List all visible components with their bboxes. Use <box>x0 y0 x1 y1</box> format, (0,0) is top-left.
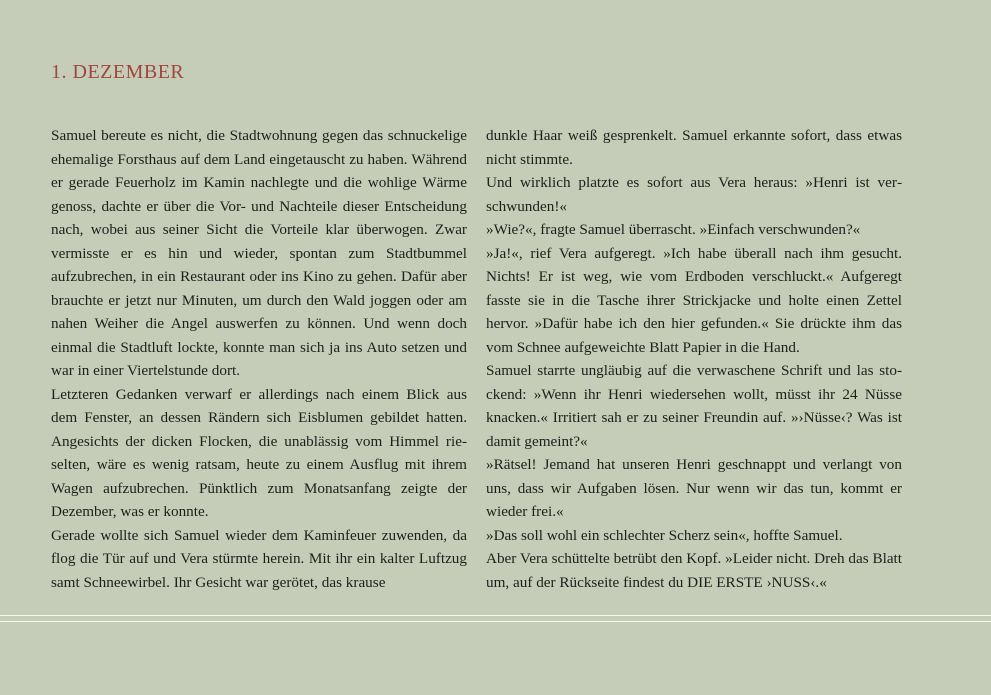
paragraph: »Ja!«, rief Vera aufgeregt. »Ich habe überall nach ihm gesucht. Nichts! Er ist weg, wie vom Erdboden verschluckt.« Aufgeregt fasste sie in die Tasche ihrer Strickjacke und holte einen Zettel hervor. »Dafür habe ich den hier gefunden.« Sie drückte ihm das vom Schnee aufgeweichte Blatt Papier in die Hand. <box>486 244 902 356</box>
footer-rule-bottom <box>0 621 991 622</box>
right-text-column <box>486 124 902 594</box>
left-text-column <box>51 124 467 594</box>
paragraph: Letzteren Gedanken verwarf er allerdings nach einem Blick aus dem Fenster, an dessen Rändern sich Eisblumen gebildet hatten. Angesichts der dicken Flocken, die unablässig vom Himmel rieselten, wäre es wenig ratsam, heute zu einem Ausflug mit ihrem Wagen aufzubrechen. Pünktlich zum Monatsanfang zeigte der Dezember, was er konnte. <box>51 385 467 520</box>
page-title: 1. DEZEMBER <box>51 61 185 83</box>
paragraph: Samuel starrte ungläubig auf die verwaschene Schrift und las stockend: »Wenn ihr Henri wiedersehen wollt, müsst ihr 24 Nüsse knacken.« Irritiert sah er zu seiner Freundin auf. »›Nüsse‹? Was ist damit gemeint?« <box>486 362 902 450</box>
paragraph: »Wie?«, fragte Samuel überrascht. »Einfach verschwunden?« <box>486 221 861 238</box>
paragraph: Gerade wollte sich Samuel wieder dem Kaminfeuer zuwenden, da flog die Tür auf und Vera stürmte herein. Mit ihr ein kalter Luftzug samt Schneewirbel. Ihr Gesicht war gerötet, das krause <box>51 526 467 591</box>
paragraph: Und wirklich platzte es sofort aus Vera heraus: »Henri ist verschwunden!« <box>486 174 902 215</box>
paragraph: Aber Vera schüttelte betrübt den Kopf. »Leider nicht. Dreh das Blatt um, auf der Rückseite findest du DIE ERSTE ›NUSS‹.« <box>486 550 902 591</box>
footer-rule-top <box>0 615 991 616</box>
paragraph: »Rätsel! Jemand hat unseren Henri geschnappt und verlangt von uns, dass wir Aufgaben lösen. Nur wenn wir das tun, kommt er wieder frei.« <box>486 456 902 520</box>
paragraph: Samuel bereute es nicht, die Stadtwohnung gegen das schnuckelige ehemalige Forsthaus auf dem Land eingetauscht zu haben. Während er gerade Feuerholz im Kamin nachlegte und die wohlige Wärme genoss, dachte er über die Vor- und Nachteile dieser Entscheidung nach, wobei aus seiner Sicht die Vorteile klar überwogen. Zwar vermisste er es hin und wieder, spontan zum Stadtbummel aufzubrechen, in ein Restaurant oder ins Kino zu gehen. Dafür aber brauchte er jetzt nur Minuten, um durch den Wald joggen oder am nahen Weiher die Angel auswerfen zu können. Und wenn doch einmal die Stadtluft lockte, konnte man sich ja ins Auto setzen und war in einer Viertelstunde dort. <box>51 127 467 379</box>
paragraph: dunkle Haar weiß gesprenkelt. Samuel erkannte sofort, dass etwas nicht stimmte. <box>486 127 902 168</box>
paragraph: »Das soll wohl ein schlechter Scherz sein«, hoffte Samuel. <box>486 526 843 544</box>
